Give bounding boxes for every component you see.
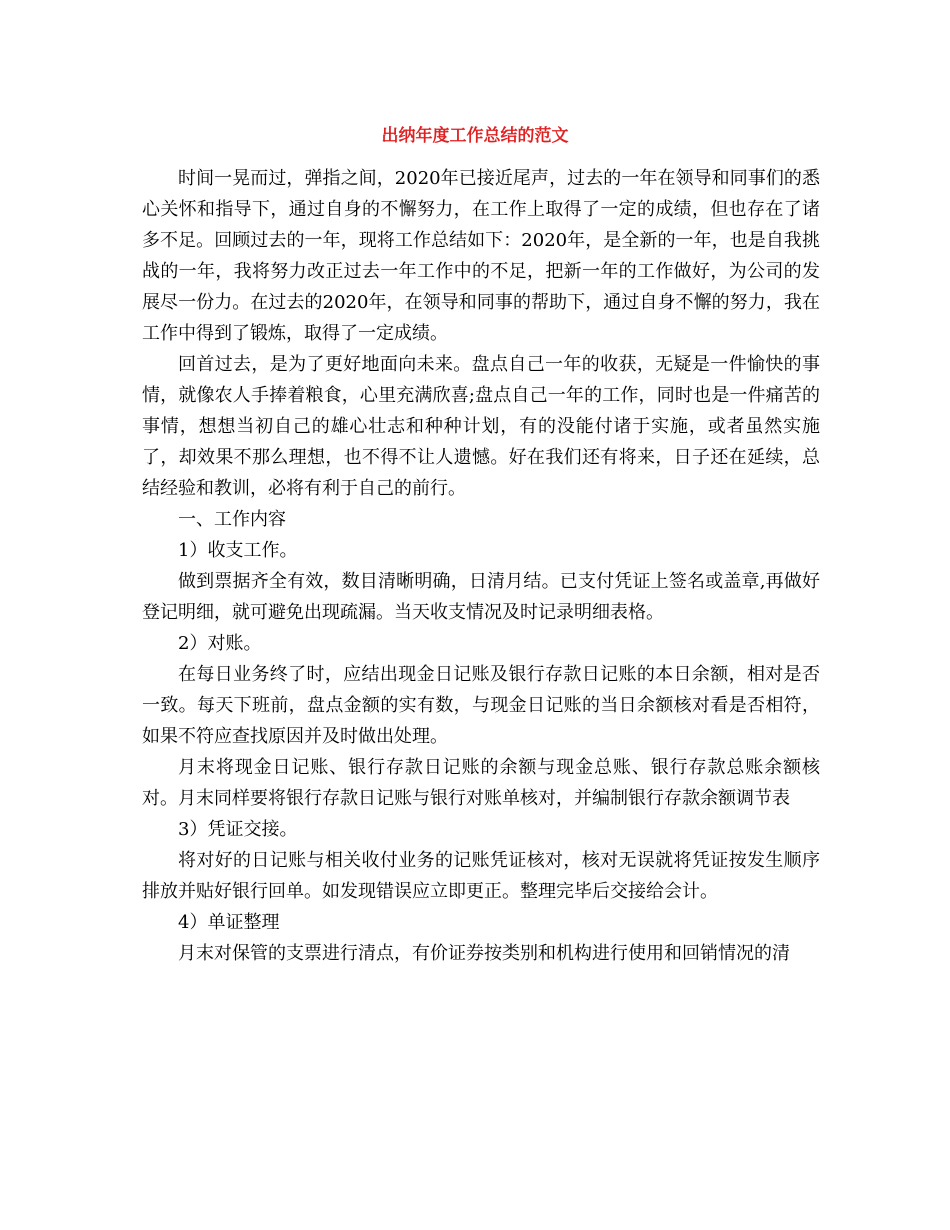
paragraph-daily-reconciliation: 在每日业务终了时，应结出现金日记账及银行存款日记账的本日余额，相对是否一致。每天下班前，盘点金额的实有数，与现金日记账的当日余额核对看是否相符，如果不符应查找原因并及时做出处理。: [142, 664, 820, 747]
section-heading-work-content: 一、工作内容: [178, 509, 286, 530]
document-title: 出纳年度工作总结的范文: [381, 126, 569, 146]
paragraph-voucher-handover: 将对好的日记账与相关收付业务的记账凭证核对，核对无误就将凭证按发生顺序排放并贴好银行回单。如发现错误应立即更正。整理完毕后交接给会计。: [142, 850, 820, 902]
paragraph-monthly-reconciliation: 月末将现金日记账、银行存款日记账的余额与现金总账、银行存款总账余额核对。月末同样要将银行存款日记账与银行对账单核对，并编制银行存款余额调节表: [142, 757, 820, 809]
subheading-reconciliation: 2）对账。: [178, 633, 262, 654]
paragraph-review: 回首过去，是为了更好地面向未来。盘点自己一年的收获，无疑是一件愉快的事情，就像农人手捧着粮食，心里充满欣喜;盘点自己一年的工作，同时也是一件痛苦的事情，想想当初自己的雄心壮志和种种计划，有的没能付诸于实施，或者虽然实施了，却效果不那么理想，也不得不让人遗憾。好在我们还有将来，日子还在延续，总结经验和教训，必将有利于自己的前行。: [142, 354, 820, 499]
subheading-voucher-handover: 3）凭证交接。: [178, 819, 298, 840]
subheading-income-expense: 1）收支工作。: [178, 540, 298, 561]
subheading-document-sorting: 4）单证整理: [178, 912, 280, 933]
paragraph-document-sorting: 月末对保管的支票进行清点，有价证券按类别和机构进行使用和回销情况的清: [178, 943, 790, 964]
paragraph-income-expense: 做到票据齐全有效，数目清晰明确，日清月结。已支付凭证上签名或盖章,再做好登记明细，就可避免出现疏漏。当天收支情况及时记录明细表格。: [142, 571, 820, 623]
paragraph-intro: 时间一晃而过，弹指之间，2020年已接近尾声，过去的一年在领导和同事们的悉心关怀和指导下，通过自身的不懈努力，在工作上取得了一定的成绩，但也存在了诸多不足。回顾过去的一年，现将工作总结如下：2020年，是全新的一年，也是自我挑战的一年，我将努力改正过去一年工作中的不足，把新一年的工作做好，为公司的发展尽一份力。在过去的2020年，在领导和同事的帮助下，通过自身不懈的努力，我在工作中得到了锻炼，取得了一定成绩。: [142, 168, 820, 344]
document-body: [142, 163, 820, 969]
